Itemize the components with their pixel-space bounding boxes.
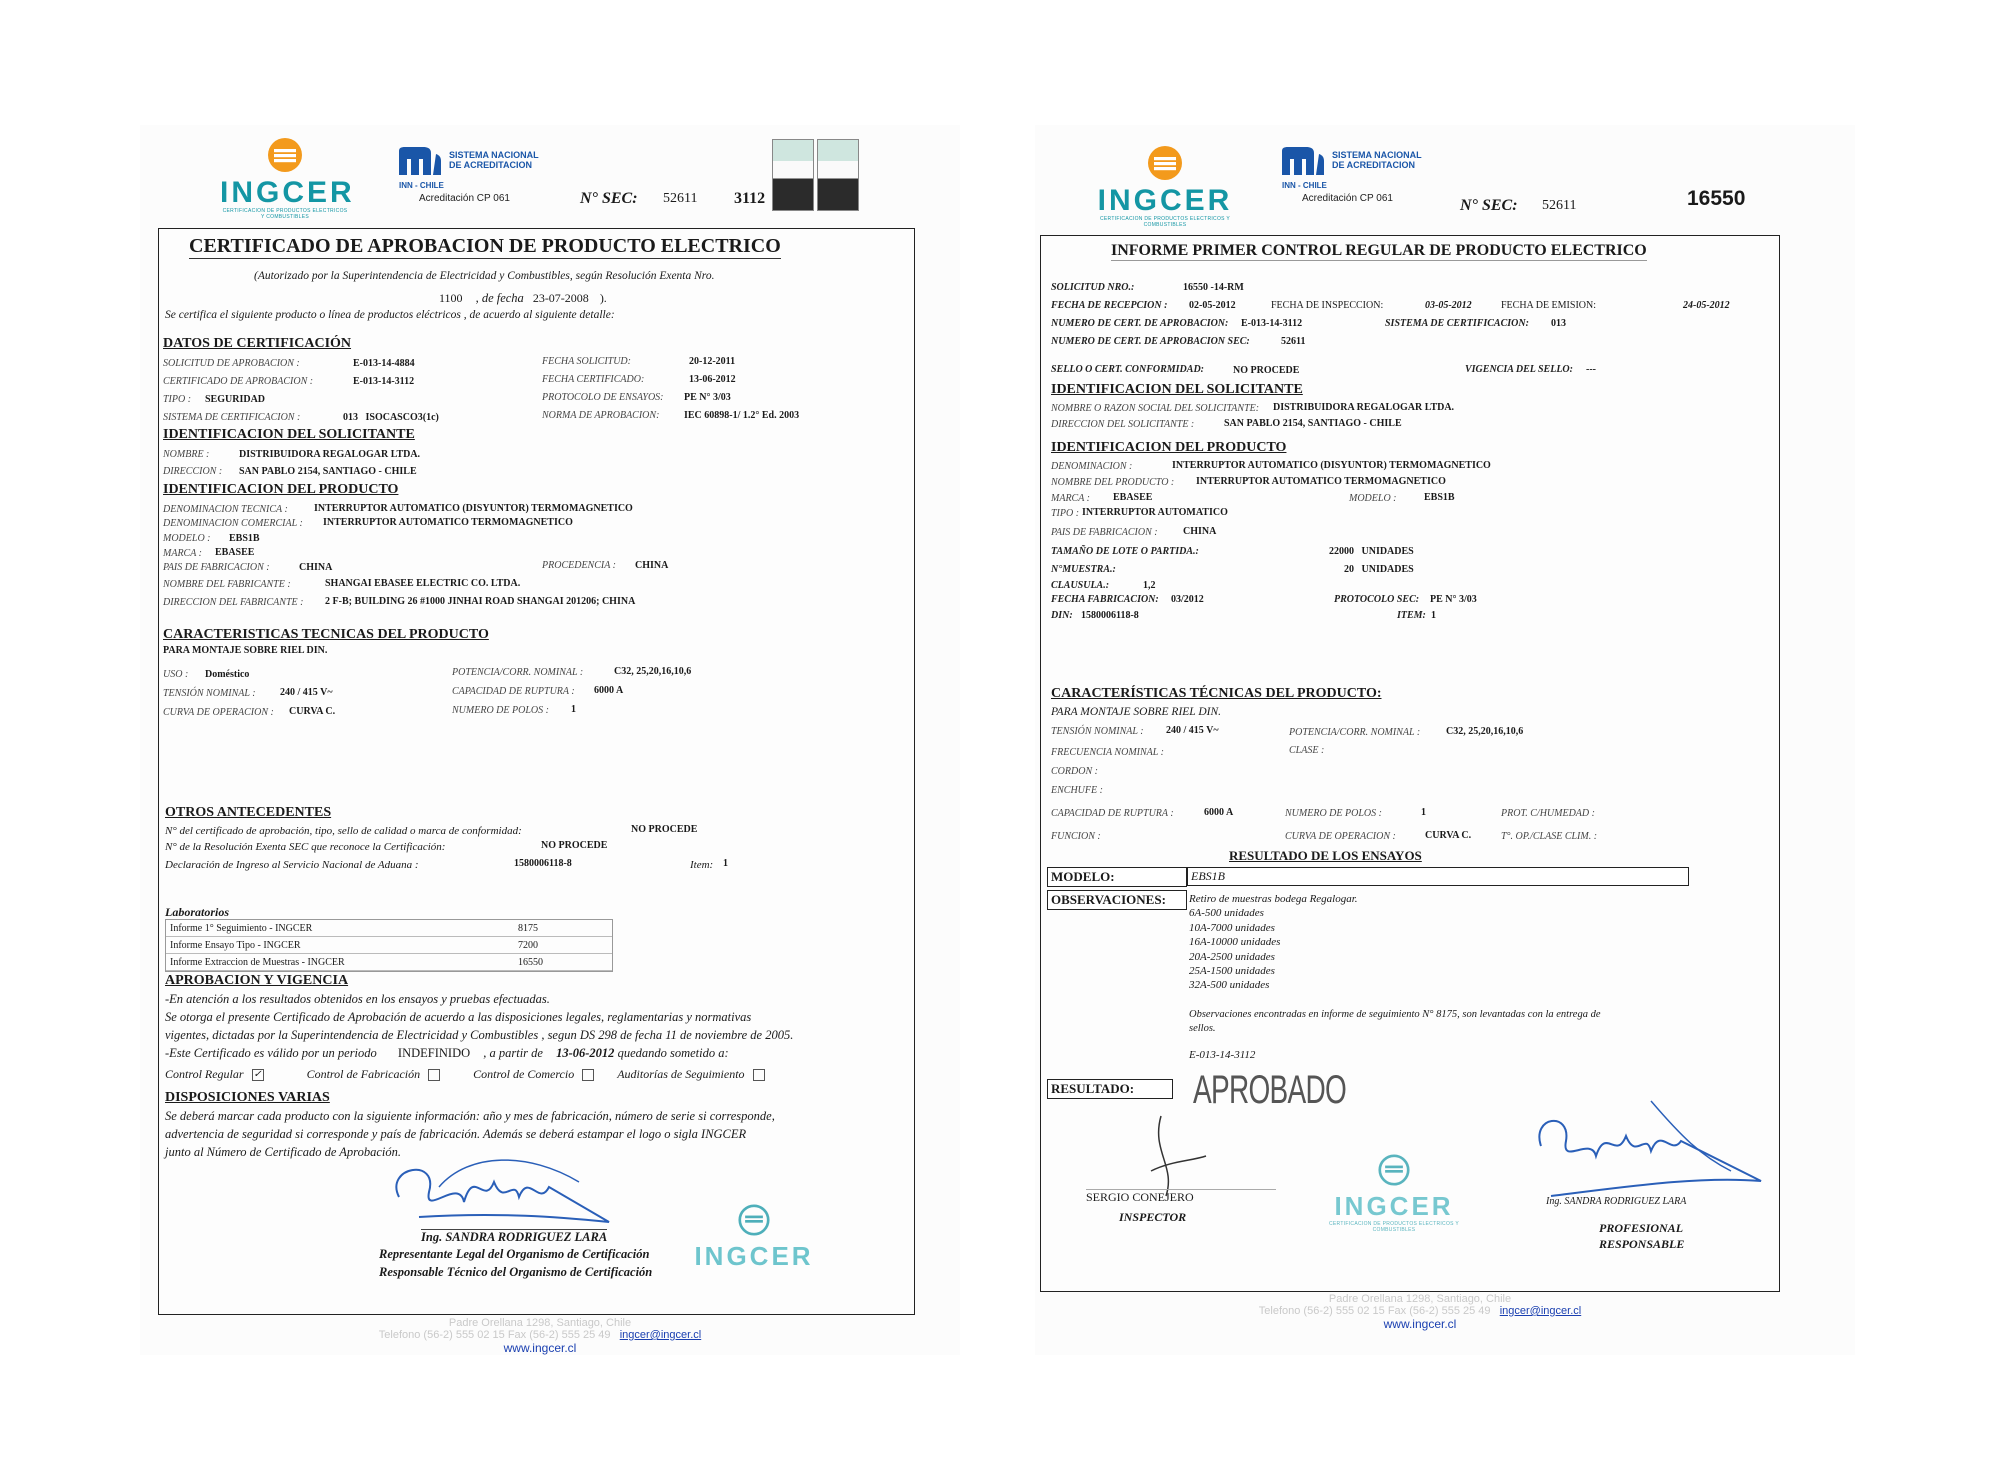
field-label: FECHA SOLICITUD:: [542, 356, 631, 367]
footer: [240, 1317, 840, 1355]
tension-value: 240 / 415 V~: [1166, 725, 1219, 736]
table-row: [166, 920, 612, 937]
field-label: FECHA DE RECEPCION :: [1051, 300, 1168, 311]
solicitante-nombre: DISTRIBUIDORA REGALOGAR LTDA.: [1273, 402, 1455, 413]
inspector-name: SERGIO CONEJERO: [1086, 1189, 1276, 1205]
section-heading: CARACTERISTICAS TECNICAS DEL PRODUCTO: [163, 627, 489, 642]
section-heading: IDENTIFICACION DEL SOLICITANTE: [1051, 382, 1303, 397]
ingcer-subtitle: CERTIFICACION DE PRODUCTOS ELECTRICOS Y COMBUSTIBLES: [222, 208, 348, 220]
aprob-line: Se otorga el presente Certificado de Aprobación de acuerdo a las disposiciones legales, reglamentarias y normativas: [165, 1010, 752, 1024]
field-label: NUMERO DE CERT. DE APROBACION SEC:: [1051, 336, 1250, 347]
solicitante-direccion: SAN PABLO 2154, SANTIAGO - CHILE: [1224, 418, 1402, 429]
section-heading: IDENTIFICACION DEL PRODUCTO: [1051, 440, 1287, 455]
field-label: TIPO :: [1051, 508, 1080, 519]
aprob-line: -En atención a los resultados obtenidos en los ensayos y pruebas efectuadas.: [165, 992, 550, 1006]
disp-line: junto al Número de Certificado de Aprobación.: [165, 1145, 401, 1159]
observation-note: Observaciones encontradas en informe de seguimiento N° 8175, son levantadas con la entrega de: [1189, 1009, 1601, 1020]
curva-value: CURVA C.: [289, 706, 336, 717]
field-label: T°. OP./CLASE CLIM. :: [1501, 831, 1598, 842]
sistema-value: 013 ISOCASCO3(1c): [343, 412, 439, 423]
modelo-value: EBS1B: [1424, 492, 1455, 503]
ingcer-wordmark: INGCER: [1097, 184, 1233, 217]
field-label: ENCHUFE :: [1051, 785, 1103, 796]
resultado-stamp: APROBADO: [1193, 1068, 1347, 1112]
aprob-line: -Este Certificado es válido por un periodo: [165, 1046, 377, 1060]
field-label: CLAUSULA.:: [1051, 580, 1110, 591]
section-heading: IDENTIFICACION DEL PRODUCTO: [163, 482, 399, 497]
footer-address: Padre Orellana 1298, Santiago, Chile: [1328, 1293, 1512, 1305]
capacidad-value: 6000 A: [1204, 807, 1234, 818]
montaje-text: PARA MONTAJE SOBRE RIEL DIN.: [163, 645, 328, 656]
resultado-label: RESULTADO:: [1047, 1079, 1173, 1099]
lab-number: 7200: [514, 937, 612, 954]
pais-value: CHINA: [1183, 526, 1217, 537]
marca-value: EBASEE: [215, 547, 255, 558]
resolution-date: 23-07-2008: [532, 291, 589, 305]
field-label: TENSIÓN NOMINAL :: [163, 688, 256, 699]
control-regular-checkbox[interactable]: ✓: [253, 1069, 262, 1081]
ingcer-emblem-icon: [267, 137, 303, 173]
resolution-close: ).: [599, 291, 607, 305]
fecha-certificado-value: 13-06-2012: [689, 374, 736, 385]
report-frame: [1040, 235, 1780, 1292]
field-label: NUMERO DE CERT. DE APROBACION:: [1051, 318, 1229, 329]
field-label: TENSIÓN NOMINAL :: [1051, 726, 1144, 737]
field-label: CAPACIDAD DE RUPTURA :: [1051, 808, 1174, 819]
inn-line2: DE ACREDITACION: [449, 160, 532, 170]
observation-line: 20A-2500 unidades: [1189, 950, 1275, 963]
footer-website-link[interactable]: www.ingcer.cl: [503, 1341, 577, 1355]
signer-role: Responsable Técnico del Organismo de Certificación: [379, 1265, 653, 1279]
lote-value: 22000 UNIDADES: [1329, 546, 1414, 557]
field-label: PROCEDENCIA :: [542, 560, 616, 571]
observation-line: 16A-10000 unidades: [1189, 936, 1281, 949]
section-heading: IDENTIFICACION DEL SOLICITANTE: [163, 427, 415, 442]
field-label: CERTIFICADO DE APROBACION :: [163, 376, 314, 387]
item-value: 1: [723, 858, 728, 869]
field-label: CLASE :: [1289, 745, 1325, 756]
section-heading: APROBACION Y VIGENCIA: [165, 973, 349, 988]
field-label: MARCA :: [163, 548, 202, 559]
footer-website-link[interactable]: www.ingcer.cl: [1383, 1317, 1457, 1331]
sec-label: N° SEC:: [580, 190, 638, 207]
field-label: ITEM:: [1397, 610, 1426, 621]
certificate-number: 3112: [734, 190, 766, 207]
otros-line: Declaración de Ingreso al Servicio Nacional de Aduana :: [165, 859, 419, 871]
otros-line: N° de la Resolución Exenta SEC que reconoce la Certificación:: [165, 841, 446, 853]
control-checks: [165, 1067, 765, 1082]
labs-table: [165, 919, 613, 972]
ingcer-emblem-icon: [1378, 1154, 1410, 1186]
cert-value: E-013-14-3112: [1241, 318, 1303, 329]
cert-sec-value: 52611: [1281, 336, 1306, 347]
observation-line: 32A-500 unidades: [1189, 979, 1270, 992]
ingcer-wordmark: INGCER: [694, 1241, 814, 1271]
ingcer-wordmark: INGCER: [220, 176, 355, 209]
observation-line: 10A-7000 unidades: [1189, 921, 1275, 934]
protocolo-value: PE N° 3/03: [1430, 594, 1477, 605]
field-label: NOMBRE :: [163, 449, 210, 460]
authorization-text: (Autorizado por la Superintendencia de Electricidad y Combustibles, según Resolución Exenta Nro.: [254, 270, 715, 282]
inspection-report-page: [1035, 125, 1855, 1355]
field-label: FRECUENCIA NOMINAL :: [1051, 747, 1164, 758]
field-label: PAIS DE FABRICACION :: [1051, 527, 1158, 538]
field-label: SISTEMA DE CERTIFICACION :: [163, 412, 301, 423]
footer-address: Padre Orellana 1298, Santiago, Chile: [448, 1317, 632, 1329]
field-label: CAPACIDAD DE RUPTURA :: [452, 686, 575, 697]
inn-emblem-icon: [397, 147, 447, 181]
ingcer-logo: [220, 137, 355, 220]
lab-number: 16550: [514, 954, 612, 971]
aprob-line: vigentes, dictadas por la Superintendencia de Electricidad y Combustibles , segun DS 298 de fecha 11 de noviembre de 2005.: [165, 1028, 794, 1042]
lab-number: 8175: [514, 920, 612, 937]
inspeccion-value: 03-05-2012: [1425, 300, 1472, 311]
modelo-box-value: EBS1B: [1187, 867, 1689, 886]
table-row: [166, 937, 612, 954]
solicitud-value: 16550 -14-RM: [1183, 282, 1244, 293]
potencia-value: C32, 25,20,16,10,6: [614, 666, 692, 677]
check-label: Control de Fabricación: [306, 1067, 421, 1081]
emision-value: 24-05-2012: [1683, 300, 1730, 311]
accreditation-label: Acreditación CP 061: [1302, 193, 1393, 204]
producto-nombre: INTERRUPTOR AUTOMATICO TERMOMAGNETICO: [1196, 476, 1446, 487]
field-label: FECHA DE INSPECCION:: [1271, 300, 1384, 311]
field-label: DIN:: [1051, 610, 1073, 621]
tension-value: 240 / 415 V~: [280, 687, 333, 698]
item-label: Item:: [690, 859, 714, 871]
vigencia-value: INDEFINIDO: [397, 1046, 471, 1060]
sec-number: 52611: [663, 191, 698, 206]
inn-chile-label: INN - CHILE: [399, 181, 444, 190]
solicitante-direccion: SAN PABLO 2154, SANTIAGO - CHILE: [239, 466, 417, 477]
procedencia-value: CHINA: [635, 560, 669, 571]
product-label-photo: [817, 139, 859, 211]
sello-value: NO PROCEDE: [1233, 365, 1300, 376]
observation-line: 25A-1500 unidades: [1189, 965, 1275, 978]
field-label: DENOMINACION :: [1051, 461, 1133, 472]
montaje-text: PARA MONTAJE SOBRE RIEL DIN.: [1051, 706, 1222, 718]
field-label: DIRECCION DEL SOLICITANTE :: [1051, 419, 1195, 430]
field-label: POTENCIA/CORR. NOMINAL :: [1289, 727, 1421, 738]
field-label: NORMA DE APROBACION:: [542, 410, 660, 421]
field-label: DIRECCION DEL FABRICANTE :: [163, 597, 304, 608]
fecha-solicitud-value: 20-12-2011: [689, 356, 736, 367]
signer-name: Ing. SANDRA RODRIGUEZ LARA: [421, 1230, 608, 1244]
observation-note: sellos.: [1189, 1023, 1216, 1034]
field-label: NOMBRE DEL FABRICANTE :: [163, 579, 291, 590]
footer-email-link[interactable]: ingcer@ingcer.cl: [619, 1329, 702, 1341]
labs-heading: Laboratorios: [165, 905, 230, 919]
certificate-frame: [158, 228, 915, 1315]
sec-number: 52611: [1542, 198, 1577, 213]
observaciones-label: OBSERVACIONES:: [1047, 890, 1187, 910]
field-label: TAMAÑO DE LOTE O PARTIDA.:: [1051, 546, 1199, 557]
professional-signature-image: [1531, 1096, 1771, 1206]
aprob-line: quedando sometido a:: [617, 1046, 729, 1060]
control-comercio-checkbox[interactable]: [582, 1069, 594, 1081]
field-label: PROTOCOLO DE ENSAYOS:: [542, 392, 664, 403]
inspector-signature-image: [1131, 1111, 1211, 1201]
lab-name: Informe Ensayo Tipo - INGCER: [166, 937, 514, 954]
din-value: 1580006118-8: [1081, 610, 1139, 621]
field-label: VIGENCIA DEL SELLO:: [1465, 364, 1573, 375]
ingcer-subtitle: CERTIFICACION DE PRODUCTOS ELECTRICOS Y COMBUSTIBLES: [1099, 216, 1231, 228]
otros-line: N° del certificado de aprobación, tipo, sello de calidad o marca de conformidad:: [165, 825, 522, 837]
report-number: 16550: [1687, 187, 1746, 210]
field-label: NUMERO DE POLOS :: [452, 705, 549, 716]
inn-line1: SISTEMA NACIONAL: [1332, 150, 1422, 160]
vigencia-value: ---: [1586, 364, 1596, 375]
signer-role: Representante Legal del Organismo de Certificación: [379, 1247, 650, 1261]
denominacion-comercial: INTERRUPTOR AUTOMATICO TERMOMAGNETICO: [323, 517, 573, 528]
sistema-value: 013: [1551, 318, 1566, 329]
tipo-value: SEGURIDAD: [205, 394, 266, 405]
solicitante-nombre: DISTRIBUIDORA REGALOGAR LTDA.: [239, 449, 421, 460]
professional-role: RESPONSABLE: [1599, 1237, 1685, 1251]
observation-line: 6A-500 unidades: [1189, 907, 1264, 920]
inn-chile-label: INN - CHILE: [1282, 181, 1327, 190]
section-heading: OTROS ANTECEDENTES: [165, 805, 332, 820]
direccion-fabricante: 2 F-B; BUILDING 26 #1000 JINHAI ROAD SHANGAI 201206; CHINA: [325, 596, 636, 607]
modelo-box-label: MODELO:: [1047, 867, 1187, 887]
otros-value: NO PROCEDE: [541, 840, 608, 851]
certificado-value: E-013-14-3112: [353, 376, 415, 387]
field-label: SISTEMA DE CERTIFICACION:: [1385, 318, 1529, 329]
accreditation-label: Acreditación CP 061: [419, 193, 510, 204]
ingcer-wordmark: INGCER: [1334, 1191, 1454, 1221]
disp-line: advertencia de seguridad si corresponde y país de fabricación. Además se deberá estampar el logo o sigla INGCER: [165, 1127, 747, 1141]
lab-name: Informe Extraccion de Muestras - INGCER: [166, 954, 514, 971]
field-label: SOLICITUD DE APROBACION :: [163, 358, 300, 369]
capacidad-value: 6000 A: [594, 685, 624, 696]
solicitud-value: E-013-14-4884: [353, 358, 415, 369]
field-label: MODELO :: [1349, 493, 1397, 504]
inn-emblem-icon: [1280, 147, 1330, 181]
clausula-value: 1,2: [1143, 580, 1156, 591]
field-label: FECHA FABRICACION:: [1051, 594, 1159, 605]
item-value: 1: [1431, 610, 1436, 621]
tipo-value: INTERRUPTOR AUTOMATICO: [1082, 507, 1228, 518]
certificate-title: CERTIFICADO DE APROBACION DE PRODUCTO ELECTRICO: [189, 235, 781, 257]
inn-line1: SISTEMA NACIONAL: [449, 150, 539, 160]
signature-image: [379, 1147, 619, 1237]
report-title: INFORME PRIMER CONTROL REGULAR DE PRODUCTO ELECTRICO: [1111, 242, 1647, 259]
observation-line: Retiro de muestras bodega Regalogar.: [1189, 893, 1358, 905]
field-label: CURVA DE OPERACION :: [163, 707, 274, 718]
resolution-number: 1100: [439, 291, 463, 305]
field-label: CURVA DE OPERACION :: [1285, 831, 1396, 842]
denominacion-tecnica: INTERRUPTOR AUTOMATICO (DISYUNTOR) TERMOMAGNETICO: [314, 503, 633, 514]
check-label: Auditorías de Seguimiento: [617, 1067, 745, 1081]
denominacion-value: INTERRUPTOR AUTOMATICO (DISYUNTOR) TERMOMAGNETICO: [1172, 460, 1491, 471]
field-label: PAIS DE FABRICACION :: [163, 562, 270, 573]
field-label: DENOMINACION COMERCIAL :: [163, 518, 303, 529]
field-label: SOLICITUD NRO.:: [1051, 282, 1135, 293]
disp-line: Se deberá marcar cada producto con la siguiente información: año y mes de fabricación, número de serie si corresponde,: [165, 1109, 775, 1123]
field-label: NOMBRE DEL PRODUCTO :: [1051, 477, 1175, 488]
field-label: FECHA DE EMISION:: [1501, 300, 1597, 311]
footer-phone: Telefono (56-2) 555 02 15 Fax (56-2) 555 25 49: [378, 1329, 611, 1341]
norma-value: IEC 60898-1/ 1.2° Ed. 2003: [684, 410, 800, 421]
ingcer-emblem-icon: [738, 1204, 770, 1236]
fabricante-value: SHANGAI EBASEE ELECTRIC CO. LTDA.: [325, 578, 521, 589]
field-label: FECHA CERTIFICADO:: [542, 374, 645, 385]
footer-phone: Telefono (56-2) 555 02 15 Fax (56-2) 555 25 49: [1258, 1305, 1491, 1317]
field-label: SELLO O CERT. CONFORMIDAD:: [1051, 364, 1204, 375]
field-label: DENOMINACION TECNICA :: [163, 504, 288, 515]
field-label: MARCA :: [1051, 493, 1090, 504]
control-fabricacion-checkbox[interactable]: [428, 1069, 440, 1081]
professional-name: Ing. SANDRA RODRIGUEZ LARA: [1546, 1196, 1687, 1207]
inspector-role: INSPECTOR: [1119, 1210, 1187, 1224]
field-label: N°MUESTRA.:: [1051, 564, 1116, 575]
auditorias-checkbox[interactable]: [753, 1069, 765, 1081]
marca-value: EBASEE: [1113, 492, 1153, 503]
section-heading: DATOS DE CERTIFICACIÓN: [163, 336, 352, 351]
footer-email-link[interactable]: ingcer@ingcer.cl: [1499, 1305, 1582, 1317]
field-label: DIRECCION :: [163, 466, 223, 477]
potencia-value: C32, 25,20,16,10,6: [1446, 726, 1524, 737]
field-label: TIPO :: [163, 394, 192, 405]
modelo-value: EBS1B: [229, 533, 260, 544]
muestra-value: 20 UNIDADES: [1344, 564, 1414, 575]
observation-reference: E-013-14-3112: [1189, 1049, 1256, 1061]
footer: [1120, 1293, 1720, 1331]
ingcer-logo: [1095, 145, 1235, 228]
vigencia-date: 13-06-2012: [556, 1046, 615, 1060]
observaciones-list: [1189, 892, 1689, 993]
recepcion-value: 02-05-2012: [1189, 300, 1236, 311]
otros-value: NO PROCEDE: [631, 824, 698, 835]
aprob-line: , a partir de: [483, 1046, 543, 1060]
ingcer-stamp-logo: [1319, 1154, 1469, 1233]
product-label-photo: [772, 139, 814, 211]
certify-text: Se certifica el siguiente producto o línea de productos eléctricos , de acuerdo al siguiente detalle:: [165, 309, 615, 321]
field-label: PROTOCOLO SEC:: [1334, 594, 1420, 605]
field-label: NUMERO DE POLOS :: [1285, 808, 1382, 819]
din-value: 1580006118-8: [514, 858, 572, 869]
pais-value: CHINA: [299, 562, 333, 573]
professional-role: PROFESIONAL: [1599, 1221, 1684, 1235]
fabricacion-value: 03/2012: [1171, 594, 1204, 605]
uso-value: Doméstico: [205, 669, 250, 680]
inn-line2: DE ACREDITACION: [1332, 160, 1415, 170]
field-label: USO :: [163, 669, 189, 680]
lab-name: Informe 1° Seguimiento - INGCER: [166, 920, 514, 937]
field-label: CORDON :: [1051, 766, 1098, 777]
table-row: [166, 954, 612, 971]
field-label: PROT. C/HUMEDAD :: [1501, 808, 1595, 819]
check-label: Control Regular: [165, 1067, 244, 1081]
curva-value: CURVA C.: [1425, 830, 1472, 841]
ingcer-subtitle: CERTIFICACION DE PRODUCTOS ELECTRICOS Y COMBUSTIBLES: [1328, 1221, 1460, 1233]
certificate-page: [140, 125, 960, 1355]
field-label: NOMBRE O RAZON SOCIAL DEL SOLICITANTE:: [1051, 403, 1260, 414]
field-label: MODELO :: [163, 533, 211, 544]
section-heading: CARACTERÍSTICAS TÉCNICAS DEL PRODUCTO:: [1051, 686, 1382, 701]
section-heading: DISPOSICIONES VARIAS: [165, 1090, 330, 1105]
polos-value: 1: [1421, 807, 1426, 818]
sec-label: N° SEC:: [1460, 197, 1518, 214]
protocolo-value: PE N° 3/03: [684, 392, 731, 403]
field-label: POTENCIA/CORR. NOMINAL :: [452, 667, 584, 678]
ingcer-emblem-icon: [1147, 145, 1183, 181]
resolution-date-label: , de fecha: [475, 291, 524, 305]
check-label: Control de Comercio: [473, 1067, 575, 1081]
section-heading: RESULTADO DE LOS ENSAYOS: [1229, 848, 1422, 863]
polos-value: 1: [571, 704, 576, 715]
field-label: FUNCION :: [1051, 831, 1101, 842]
ingcer-stamp-logo: [679, 1204, 829, 1271]
